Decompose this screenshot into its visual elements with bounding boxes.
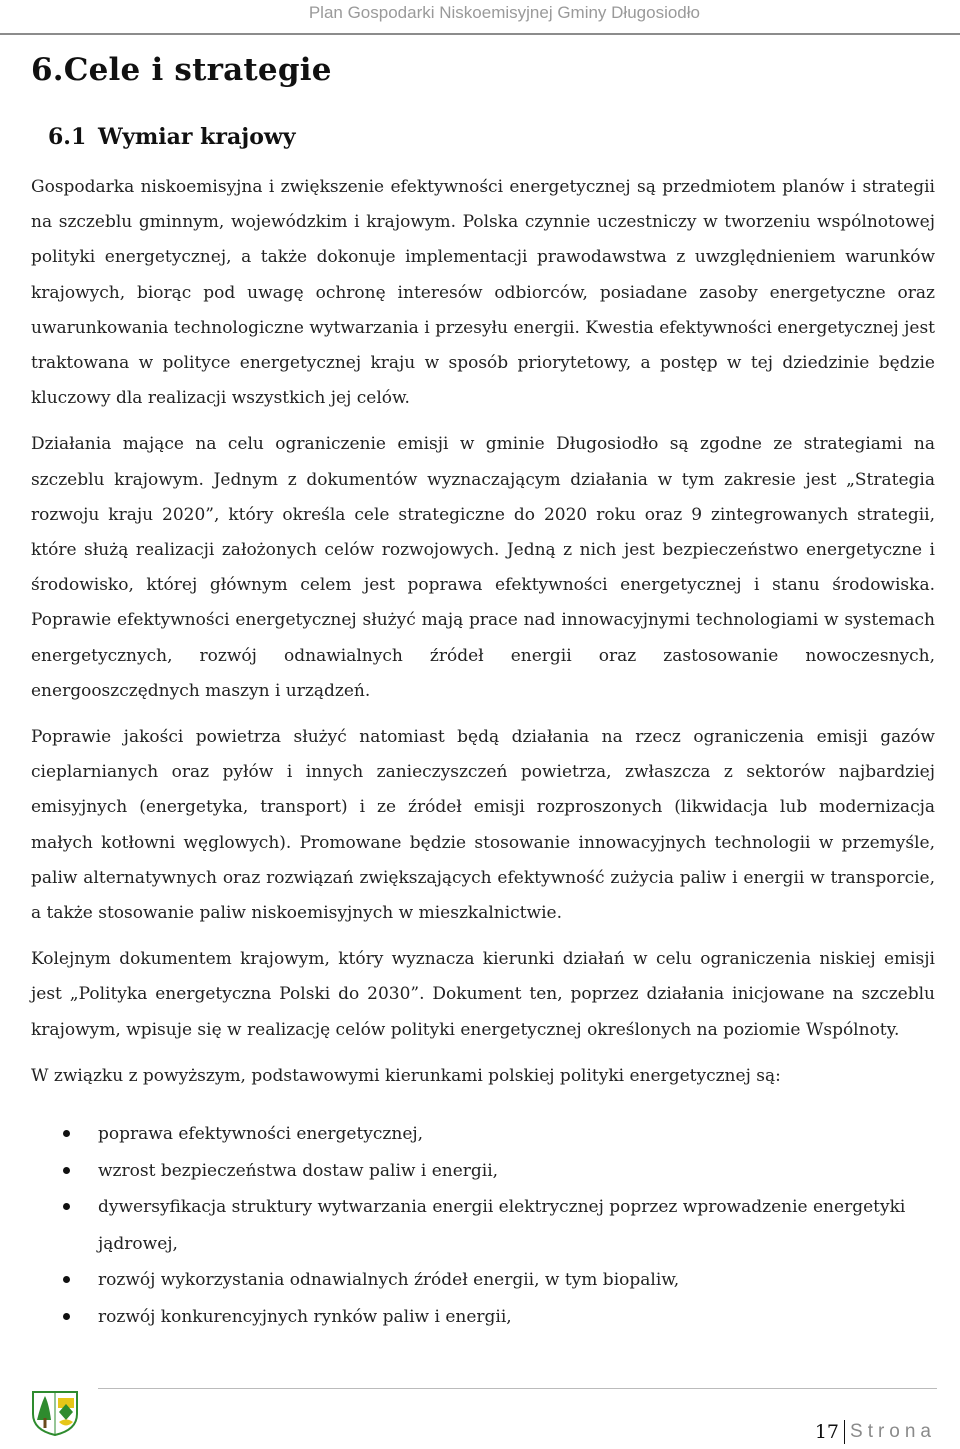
page-number: 17	[814, 1421, 840, 1443]
running-header: Plan Gospodarki Niskoemisyjnej Gminy Długosiodło	[308, 3, 700, 22]
list-item	[31, 1299, 935, 1336]
document-body	[31, 170, 935, 1335]
list-item-text: poprawa efektywności energetycznej,	[98, 1124, 424, 1145]
bullet-icon	[63, 1203, 70, 1210]
page-footer	[815, 1420, 936, 1444]
list-item	[31, 1153, 935, 1190]
bullet-icon	[63, 1313, 70, 1320]
section-heading	[48, 124, 296, 150]
paragraph: Kolejnym dokumentem krajowym, który wyznacza kierunki działań w celu ograniczenia niskiej emisji jest „Polityka energetyczna Polski do 2030”. Dokument ten, poprzez działania inicjowane na szczeblu krajowym, wpisuje się w realizację celów polityki energetycznej określonych na poziomie Wspólnoty.	[31, 949, 935, 1040]
chapter-title: 6.Cele i strategie	[31, 52, 332, 88]
header-divider	[0, 33, 960, 35]
section-title: Wymiar krajowy	[98, 124, 296, 150]
footer-divider	[98, 1388, 937, 1389]
list-item-text: rozwój wykorzystania odnawialnych źródeł energii, w tym biopaliw,	[98, 1270, 680, 1291]
paragraph: Działania mające na celu ograniczenie emisji w gminie Długosiodło są zgodne ze strategiami na szczeblu krajowym. Jednym z dokumentów wyznaczającym działania w tym zakresie jest „Strategia rozwoju kraju 2020”, który określa cele strategiczne do 2020 roku oraz 9 zintegrowanych strategii, które służą realizacji założonych celów rozwojowych. Jedną z nich jest bezpieczeństwo energetyczne i środowisko, której głównym celem jest poprawa efektywności energetycznej i stanu środowiska. Poprawie efektywności energetycznej służyć mają prace nad innowacyjnymi technologiami w systemach energetycznych, rozwój odnawialnych źródeł energii oraz zastosowanie nowoczesnych, energooszczędnych maszyn i urządzeń.	[31, 434, 935, 701]
list-item-text: rozwój konkurencyjnych rynków paliw i energii,	[98, 1306, 512, 1327]
paragraph: Poprawie jakości powietrza służyć natomiast będą działania na rzecz ograniczenia emisji gazów cieplarnianych oraz pyłów i innych zanieczyszczeń powietrza, zwłaszcza z sektorów najbardziej emisyjnych (energetyka, transport) i ze źródeł emisji rozproszonych (likwidacja lub modernizacja małych kotłowni węglowych). Promowane będzie stosowanie innowacyjnych technologii w przemyśle, paliw alternatywnych oraz rozwiązań zwiększających efektywność zużycia paliw i energii w transporcie, a także stosowanie paliw niskoemisyjnych w mieszkalnictwie.	[31, 727, 935, 924]
list-item	[31, 1262, 935, 1299]
footer-separator	[844, 1420, 845, 1444]
paragraph: Gospodarka niskoemisyjna i zwiększenie efektywności energetycznej są przedmiotem planów i strategii na szczeblu gminnym, wojewódzkim i krajowym. Polska czynnie uczestniczy w tworzeniu wspólnotowej polityki energetycznej, a także dokonuje implementacji prawodawstwa z uwzględnieniem warunków krajowych, biorąc pod uwagę ochronę interesów odbiorców, posiadane zasoby energetyczne oraz uwarunkowania technologiczne wytwarzania i przesyłu energii. Kwestia efektywności energetycznej jest traktowana w polityce energetycznej kraju w sposób priorytetowy, a postęp w tej dziedzinie będzie kluczowy dla realizacji wszystkich jej celów.	[31, 177, 935, 409]
municipality-coat-of-arms-icon	[31, 1390, 79, 1436]
list-item	[31, 1116, 935, 1153]
section-number: 6.1	[48, 124, 87, 150]
page-label: Strona	[850, 1421, 936, 1442]
bullet-list	[31, 1116, 935, 1335]
list-item	[31, 1189, 935, 1262]
bullet-icon	[63, 1130, 70, 1137]
bullet-icon	[63, 1167, 70, 1174]
list-item-text: dywersyfikacja struktury wytwarzania energii elektrycznej poprzez wprowadzenie energetyki jądrowej,	[98, 1197, 906, 1254]
list-item-text: wzrost bezpieczeństwa dostaw paliw i energii,	[98, 1160, 499, 1181]
bullet-icon	[63, 1276, 70, 1283]
paragraph: W związku z powyższym, podstawowymi kierunkami polskiej polityki energetycznej są:	[31, 1065, 781, 1086]
